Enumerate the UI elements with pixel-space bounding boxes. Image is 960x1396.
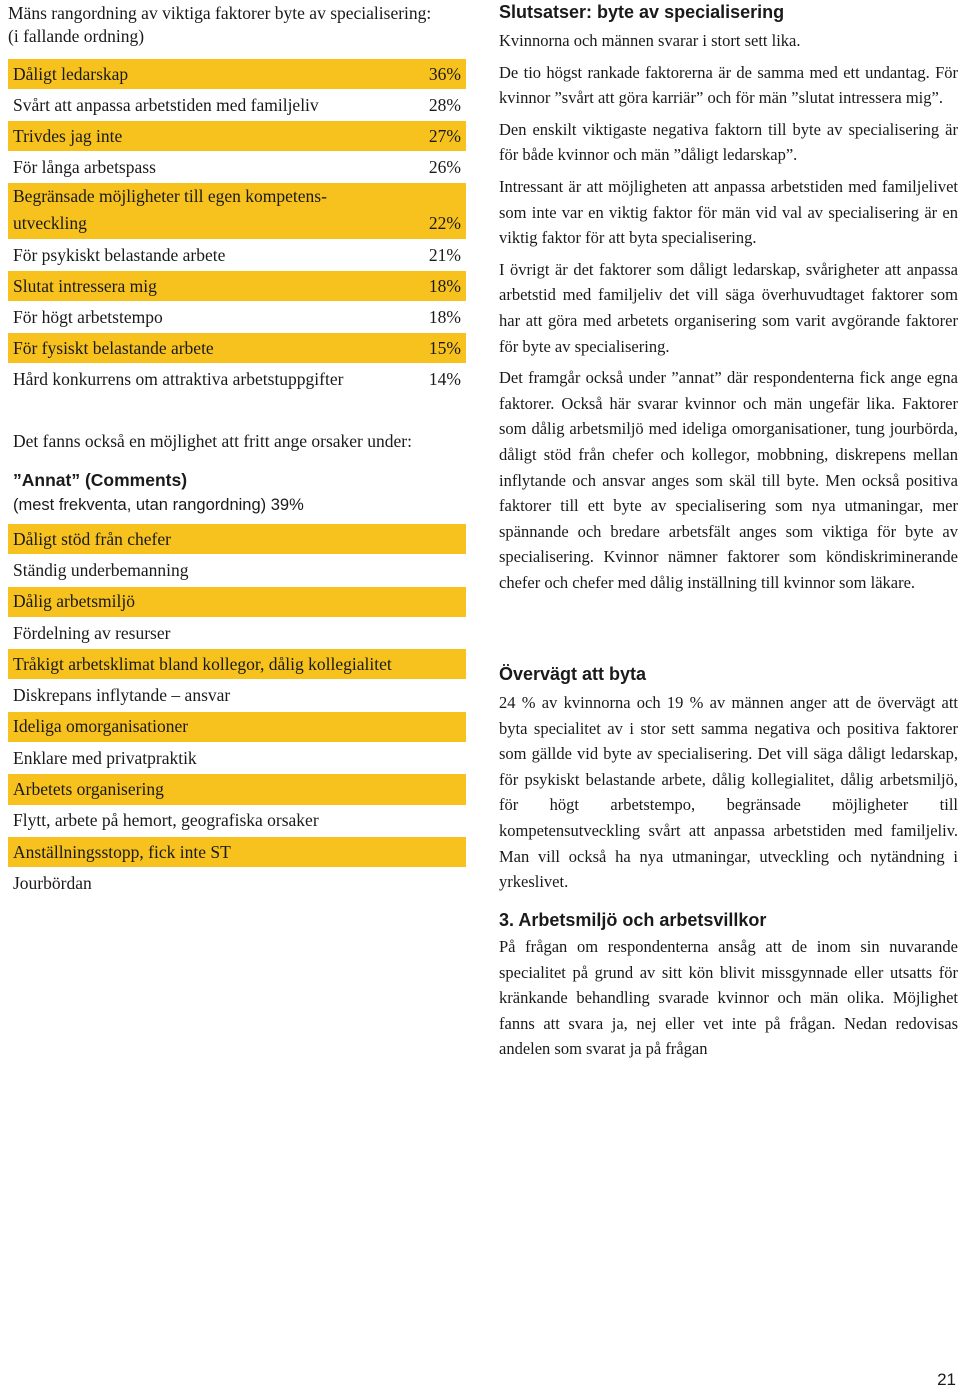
- page-number: 21: [937, 1370, 956, 1389]
- list-item: Dålig arbetsmiljö: [8, 587, 466, 618]
- factor-label: Slutat intressera mig: [13, 275, 157, 296]
- factor-row: [8, 302, 466, 333]
- list-item: Ideliga omorganisationer: [8, 712, 466, 743]
- factor-percent: 14%: [428, 368, 461, 389]
- annat-subtitle: (mest frekventa, utan rangordning) 39%: [13, 496, 304, 514]
- paragraph: Kvinnorna och männen svarar i stort sett lika.: [499, 31, 801, 50]
- other-reasons-list: [8, 524, 466, 900]
- factor-label: Dåligt ledarskap: [13, 63, 129, 84]
- factor-label: Begränsade möjligheter till egen kompetens- utveckling: [13, 186, 327, 233]
- factor-row: [8, 152, 466, 183]
- paragraph: De tio högst rankade faktorerna är de samma med ett undantag. För kvinnor ”svårt att göra karriär” och för män ”slutat intressera mig”.: [499, 62, 958, 108]
- paragraph: Det framgår också under ”annat” där respondenterna fick ange egna faktorer. Också här svarar kvinnor och män ungefär lika. Faktorer som dålig arbetsmiljö med ideliga omorganisationer, tung jourbörda, dåligt stöd från chefer och kollegor, mobbning, diskrepens mellan inflytande och ansvar anges som skäl till byte. Men också positiva faktorer till ett byte av specialisering som nya utmaningar, mer spännande och bredare arbetsfält anges som viktiga för byte av specialisering. Kvinnor nämner faktorer som köndiskriminerande chefer och chefer med dålig inställning till kvinnor som läkare.: [499, 368, 958, 592]
- list-item: Flytt, arbete på hemort, geografiska orsaker: [8, 806, 466, 837]
- factor-row: [8, 240, 466, 271]
- free-text-intro: Det fanns också en möjlighet att fritt ange orsaker under:: [13, 431, 412, 451]
- factor-label: För långa arbetspass: [13, 156, 156, 177]
- paragraph: Intressant är att möjligheten att anpassa arbetstiden med familjelivet som inte var en viktig faktor för män vid val av specialisering är en viktig faktor för att byta specialisering.: [499, 176, 958, 248]
- factor-row: [8, 364, 466, 395]
- list-item: Fördelning av resurser: [8, 618, 466, 649]
- list-item: Jourbördan: [8, 868, 466, 899]
- factor-label: För fysiskt belastande arbete: [13, 337, 214, 358]
- factor-label: Trivdes jag inte: [13, 125, 123, 146]
- factor-percent: 28%: [428, 94, 461, 115]
- heading-line-2: (i fallande ordning): [8, 26, 145, 46]
- list-item: Ständig underbemanning: [8, 555, 466, 586]
- paragraph: Den enskilt viktigaste negativa faktorn till byte av specialisering är för både kvinnor och män ”dåligt ledarskap”.: [499, 119, 958, 165]
- section-title-considered: Övervägt att byta: [499, 664, 647, 684]
- factor-percent: 18%: [428, 275, 461, 296]
- considered-switch-section: [499, 664, 958, 895]
- factor-percent: 22%: [428, 213, 461, 233]
- list-item: Diskrepans inflytande – ansvar: [8, 680, 466, 711]
- factor-ranking-table: [8, 59, 466, 395]
- factor-percent: 27%: [428, 125, 461, 146]
- factor-row: [8, 183, 466, 240]
- list-item: Dåligt stöd från chefer: [8, 524, 466, 555]
- list-item: Anställningsstopp, fick inte ST: [8, 837, 466, 868]
- paragraph: 24 % av kvinnorna och 19 % av männen anger att de övervägt att byta specialitet av i stor sett samma negativa och positiva faktorer som gällde vid byte av specialisering. Det vill säga dåligt ledarskap, för psykiskt belastande arbete, dålig kollegialitet, dålig arbetsmiljö, för högt arbetstempo, begränsade möjligheter till kompetensutveckling svårt att anpassa arbetstiden med familjeliv. Man vill också ha nya utmaningar, utveckling och nytändning i yrkeslivet.: [499, 693, 958, 892]
- factor-row: [8, 59, 466, 90]
- factor-percent: 36%: [428, 63, 461, 84]
- section-title-work-environment: 3. Arbetsmiljö och arbetsvillkor: [499, 910, 767, 930]
- annat-title: ”Annat” (Comments): [13, 470, 188, 490]
- work-environment-section: [499, 910, 958, 1062]
- factor-percent: 26%: [428, 156, 461, 177]
- factor-percent: 15%: [428, 337, 461, 358]
- factor-row: [8, 271, 466, 302]
- section-title-conclusions: Slutsatser: byte av specialisering: [499, 2, 785, 22]
- factor-percent: 18%: [428, 306, 461, 327]
- factor-label: För psykiskt belastande arbete: [13, 244, 226, 265]
- factor-row: [8, 90, 466, 121]
- paragraph: På frågan om respondenterna ansåg att de inom sin nuvarande specialitet på grund av sitt kön blivit missgynnade eller utsatts för kränkande behandling svarade kvinnor och män olika. Möjlighet fanns att svara ja, nej eller vet inte på frågan. Nedan redovisas andelen som svarat ja på frågan: [499, 937, 958, 1059]
- factor-row: [8, 121, 466, 152]
- list-item: Enklare med privatpraktik: [8, 743, 466, 774]
- factor-label: Svårt att anpassa arbetstiden med familjeliv: [13, 94, 319, 115]
- conclusions-section: [499, 2, 958, 595]
- list-item: Arbetets organisering: [8, 774, 466, 805]
- factor-row: [8, 333, 466, 364]
- factor-percent: 21%: [428, 244, 461, 265]
- men-ranking-heading: [8, 2, 466, 48]
- list-item: Tråkigt arbetsklimat bland kollegor, dålig kollegialitet: [8, 649, 466, 680]
- factor-label: För högt arbetstempo: [13, 306, 163, 327]
- heading-line-1: Mäns rangordning av viktiga faktorer byte av specialisering:: [8, 3, 432, 23]
- factor-label: Hård konkurrens om attraktiva arbetstuppgifter: [13, 368, 344, 389]
- paragraph: I övrigt är det faktorer som dåligt ledarskap, svårigheter att anpassa arbetstid med familjeliv det vill säga överhuvudtaget faktorer som har att göra med arbetets organisering som varit avgörande faktorer för byte av specialisering.: [499, 259, 958, 356]
